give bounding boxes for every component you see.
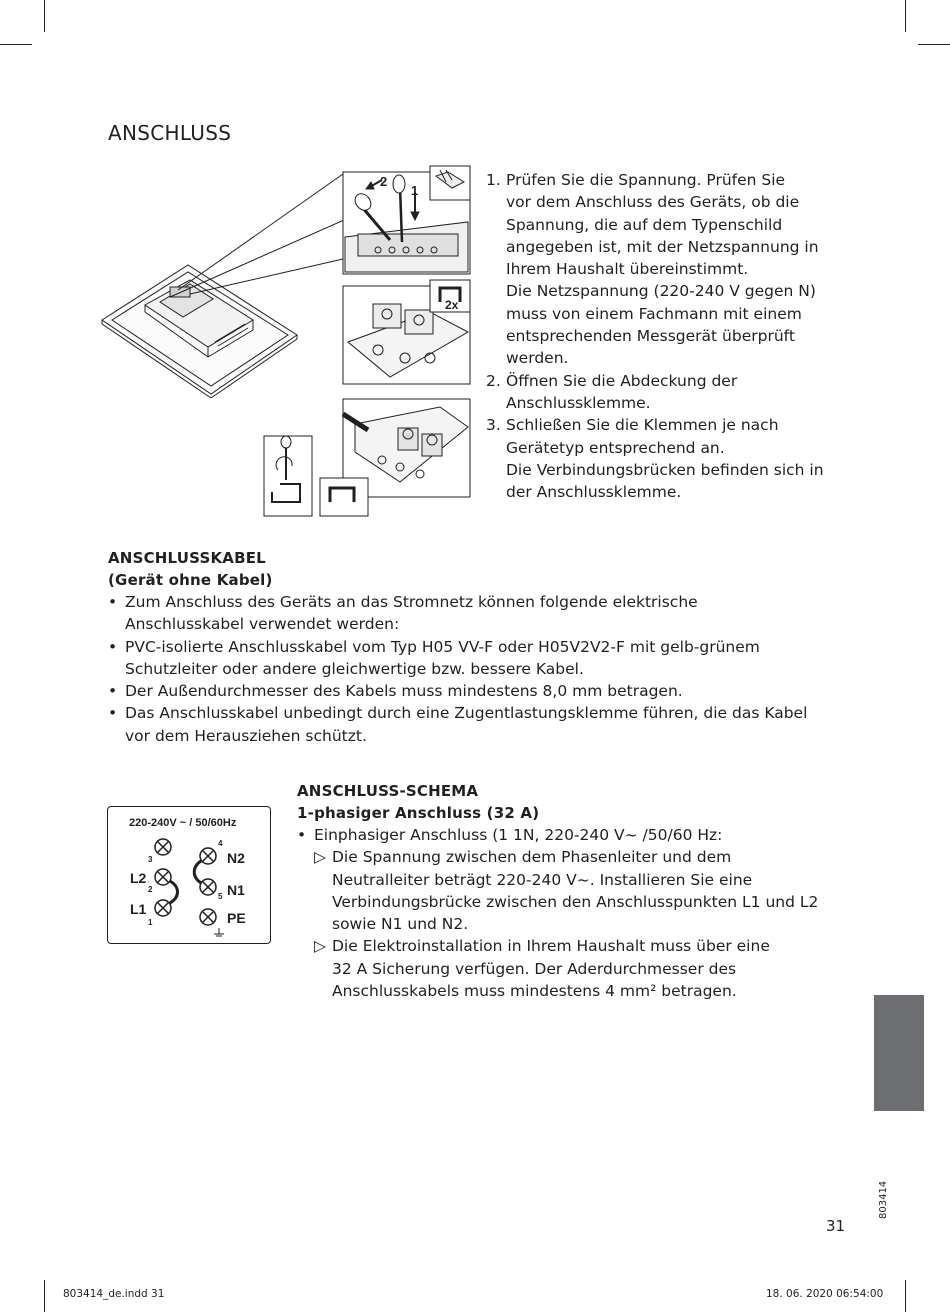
triangle-bullet-icon: ▷ [314, 937, 326, 956]
footer-file-info: 803414_de.indd 31 [63, 1288, 165, 1300]
step-line: Öffnen Sie die Abdeckung der [506, 371, 738, 390]
wiring-diagram [107, 806, 271, 944]
page-number: 31 [826, 1217, 846, 1235]
label-pe: PE [227, 910, 246, 926]
terminal-number-2: 2 [148, 885, 153, 894]
step-line: Spannung, die auf dem Typenschild [506, 215, 783, 234]
bullet-line: Neutralleiter beträgt 220-240 V~. Installieren Sie eine [332, 870, 753, 889]
cable-section-subtitle: (Gerät ohne Kabel) [108, 571, 273, 589]
triangle-bullet-icon: ▷ [314, 848, 326, 867]
crop-mark-tr-v [905, 0, 906, 32]
cable-section-title: ANSCHLUSSKABEL [108, 549, 266, 567]
bullet-dot: • [108, 682, 118, 701]
cable-bullet-list [108, 591, 848, 747]
step-number: 2. [486, 371, 501, 390]
step-1 [486, 169, 846, 370]
list-item [108, 680, 848, 702]
bullet-dot: • [297, 826, 307, 844]
terminal-number-3: 3 [148, 855, 153, 864]
list-item [108, 636, 848, 681]
bullet-line: Die Elektroinstallation in Ihrem Haushalt muss über eine [332, 937, 770, 956]
document-code: 803414 [878, 1180, 889, 1219]
list-item [297, 824, 857, 846]
label-n1: N1 [227, 882, 245, 898]
bullet-line: PVC-isolierte Anschlusskabel vom Typ H05 VV-F oder H05V2V2-F mit gelb-grünem [125, 637, 760, 656]
step-line: Die Verbindungsbrücken befinden sich in [506, 460, 824, 479]
step-line: angegeben ist, mit der Netzspannung in [506, 237, 819, 256]
bullet-line: 32 A Sicherung verfügen. Der Aderdurchmesser des [332, 959, 737, 978]
step-line: Anschlussklemme. [506, 393, 651, 412]
step-line: Schließen Sie die Klemmen je nach [506, 416, 779, 435]
sub-list-item [297, 935, 857, 1002]
bullet-line: sowie N1 und N2. [332, 915, 469, 934]
step-line: entsprechenden Messgerät überprüft [506, 327, 795, 346]
bullet-dot: • [108, 704, 118, 723]
step-line: Gerätetyp entsprechend an. [506, 438, 725, 457]
step-2 [486, 370, 846, 415]
step-text [506, 414, 846, 503]
diagram-title: 220-240V ~ / 50/60Hz [129, 817, 237, 829]
footer-timestamp: 18. 06. 2020 06:54:00 [766, 1288, 884, 1300]
crop-mark-tl-v [44, 0, 45, 32]
schema-section-subtitle: 1-phasiger Anschluss (32 A) [297, 804, 540, 822]
terminal-number-4: 4 [218, 839, 223, 848]
bullet-line: Schutzleiter oder andere gleichwertige bzw. bessere Kabel. [125, 659, 584, 678]
step-number: 1. [486, 171, 501, 189]
bullet-line: vor dem Herausziehen schützt. [125, 726, 367, 745]
label-l2: L2 [130, 870, 147, 886]
installation-figure [100, 162, 480, 522]
crop-mark-tl-h [0, 44, 32, 45]
step-line: Die Netzspannung (220-240 V gegen N) [506, 282, 816, 301]
terminal-number-1: 1 [148, 918, 153, 927]
bullet-line: Zum Anschluss des Geräts an das Stromnetz können folgende elektrische [125, 593, 698, 611]
list-item [108, 591, 848, 636]
bullet-line: Einphasiger Anschluss (1 1N, 220-240 V~ /50/60 Hz: [314, 826, 723, 844]
page-title: ANSCHLUSS [108, 121, 232, 145]
step-3 [486, 414, 846, 503]
sub-list-item [297, 846, 857, 935]
bullet-dot: • [108, 593, 118, 611]
step-label-2: 2 [380, 174, 388, 189]
step-line: muss von einem Fachmann mit einem [506, 304, 802, 323]
label-n2: N2 [227, 850, 245, 866]
step-line: der Anschlussklemme. [506, 483, 682, 502]
terminal-number-5: 5 [218, 892, 223, 901]
list-item [108, 702, 848, 747]
bullet-dot: • [108, 637, 118, 656]
step-line: werden. [506, 349, 569, 368]
count-label: 2x [445, 298, 459, 312]
step-line: Ihrem Haushalt übereinstimmt. [506, 260, 749, 279]
step-number: 3. [486, 416, 501, 435]
step-line: vor dem Anschluss des Geräts, ob die [506, 193, 800, 212]
bullet-line: Das Anschlusskabel unbedingt durch eine Zugentlastungsklemme führen, die das Kabel [125, 704, 808, 723]
bullet-line: Der Außendurchmesser des Kabels muss mindestens 8,0 mm betragen. [125, 682, 683, 701]
step-label-1: 1 [411, 183, 419, 198]
step-text [506, 169, 846, 370]
step-text [506, 370, 846, 415]
step-line: Prüfen Sie die Spannung. Prüfen Sie [506, 171, 786, 189]
crop-mark-br-v [905, 1280, 906, 1312]
bullet-line: Die Spannung zwischen dem Phasenleiter und dem [332, 848, 732, 867]
installation-steps [486, 169, 846, 503]
bullet-line: Anschlusskabels muss mindestens 4 mm² betragen. [332, 982, 737, 1001]
bullet-line: Anschlusskabel verwendet werden: [125, 615, 400, 634]
chapter-tab [874, 995, 924, 1111]
bullet-line: Verbindungsbrücke zwischen den Anschlusspunkten L1 und L2 [332, 892, 819, 911]
label-l1: L1 [130, 901, 147, 917]
crop-mark-tr-h [918, 44, 950, 45]
schema-section-title: ANSCHLUSS-SCHEMA [297, 782, 479, 800]
crop-mark-bl-v [44, 1280, 45, 1312]
schema-bullet-list [297, 824, 857, 1002]
